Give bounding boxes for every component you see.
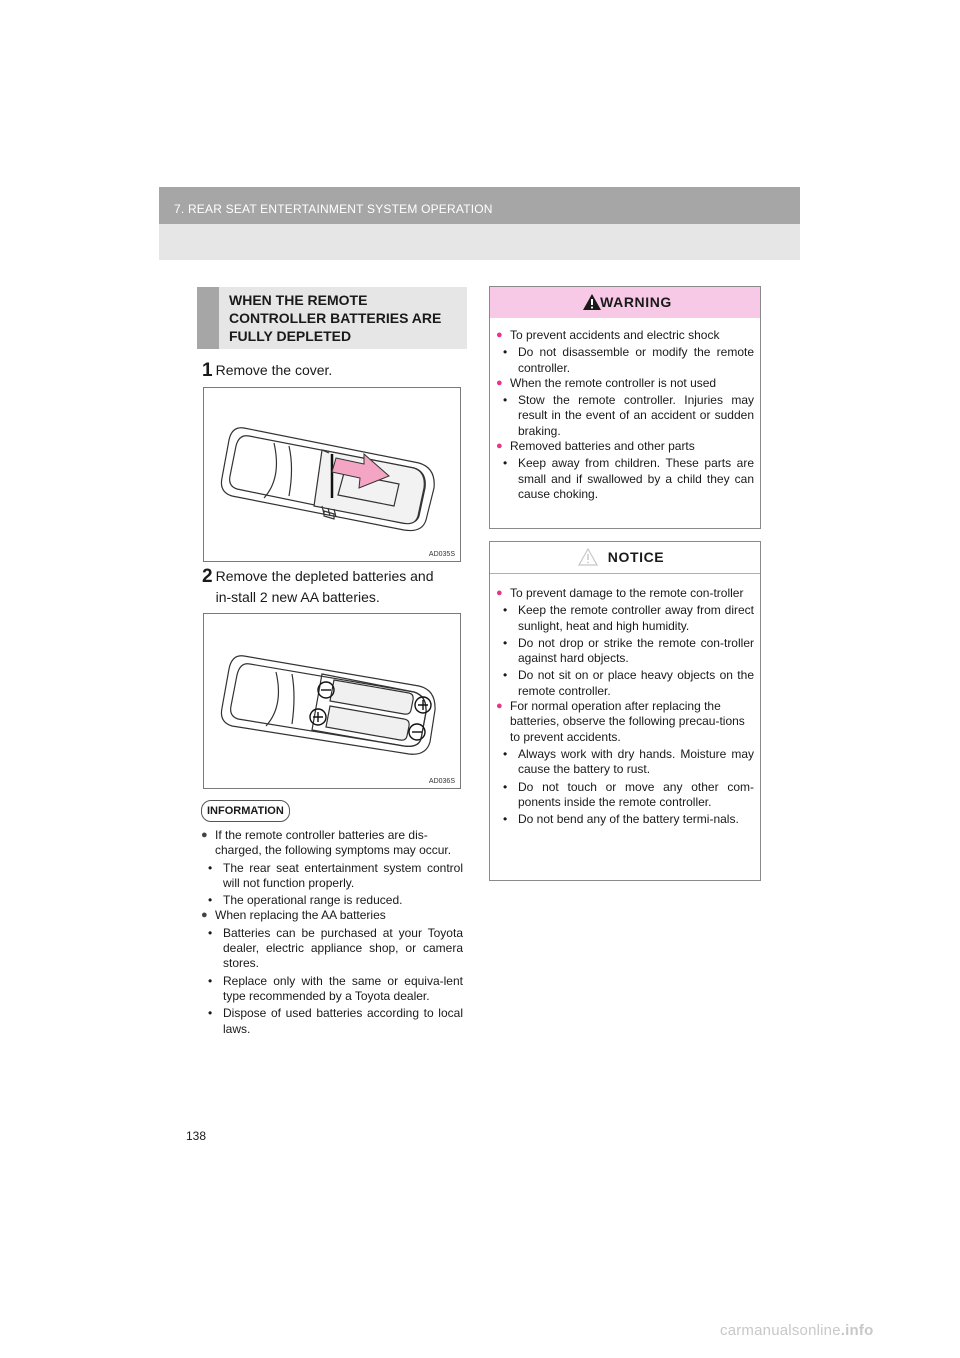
section-heading-bar — [197, 287, 219, 349]
notice-item — [496, 699, 754, 827]
chapter-header-strip — [159, 187, 800, 224]
bullet-dot-icon: ● — [496, 700, 503, 713]
section-heading — [197, 287, 467, 349]
information-sub-text: Replace only with the same or equiva-lent type recommended by a Toyota dealer. — [223, 973, 463, 1003]
site-suffix: .info — [840, 1322, 874, 1339]
information-sub-text: Batteries can be purchased at your Toyota dealer, electric appliance shop, or camera stores. — [223, 925, 463, 971]
figure-code: AD036S — [428, 778, 455, 785]
step-number: 2 — [202, 566, 213, 587]
figure-install-batteries — [203, 613, 461, 789]
notice-item-text: For normal operation after replacing the batteries, observe the following precau-tions to prevent accidents. — [510, 699, 745, 744]
notice-title: NOTICE — [607, 549, 665, 565]
notice-sub-text: Do not drop or strike the remote con-troller against hard objects. — [518, 635, 754, 666]
warning-item — [496, 376, 754, 439]
notice-sub-text: Do not touch or move any other com-ponents inside the remote controller. — [518, 779, 754, 809]
warning-item — [496, 328, 754, 376]
warning-header — [490, 287, 760, 318]
notice-item-text: To prevent damage to the remote con-troller — [510, 586, 744, 600]
bullet-dot-icon: ● — [496, 329, 503, 341]
site-watermark-link[interactable] — [720, 1322, 873, 1339]
information-item — [201, 828, 463, 908]
figure-remove-cover — [203, 387, 461, 562]
page-number: 138 — [186, 1129, 207, 1143]
step-number: 1 — [202, 360, 213, 381]
warning-sub-item: • Stow the remote controller. Injuries may result in the event of an accident or sudden braking. — [503, 393, 754, 438]
bullet-dot-icon: ● — [496, 587, 503, 599]
information-sub-text: Dispose of used batteries according to local laws. — [223, 1006, 463, 1036]
information-sub-item: • Replace only with the same or equiva-lent type recommended by a Toyota dealer. — [208, 973, 463, 1003]
notice-body — [496, 586, 754, 827]
bullet-dot-icon: ● — [496, 440, 503, 453]
battery-compartment-illustration — [204, 614, 460, 788]
warning-sub-item: • Keep away from children. These parts are small and if swallowed by a child they can cause choking. — [503, 456, 754, 501]
warning-item-text: When the remote controller is not used — [510, 375, 717, 390]
remote-cover-illustration — [204, 388, 460, 561]
information-item-text: If the remote controller batteries are dis-charged, the following symptoms may occur. — [215, 828, 452, 858]
section-heading-text: WHEN THE REMOTE CONTROLLER BATTERIES ARE FULLY DEPLETED — [229, 292, 442, 344]
information-sub-text: The rear seat entertainment system control will not function properly. — [223, 860, 463, 890]
figure-code: AD035S — [428, 551, 455, 558]
bullet-dot-icon: ● — [201, 829, 208, 841]
warning-item-text: Removed batteries and other parts — [510, 439, 695, 454]
chapter-title: 7. REAR SEAT ENTERTAINMENT SYSTEM OPERATION — [174, 202, 493, 216]
warning-title: WARNING — [600, 294, 672, 310]
notice-sub-text: Do not bend any of the battery termi-nals. — [518, 812, 739, 827]
notice-sub-item: • Do not sit on or place heavy objects on the remote controller. — [503, 668, 754, 698]
step-1 — [202, 360, 332, 381]
information-sub-text: The operational range is reduced. — [223, 893, 403, 908]
notice-item — [496, 586, 754, 699]
warning-item-text: To prevent accidents and electric shock — [510, 328, 720, 342]
warning-sub-text: Do not disassemble or modify the remote controller. — [518, 345, 754, 375]
warning-item — [496, 439, 754, 502]
information-sub-item: • Batteries can be purchased at your Toyota dealer, electric appliance shop, or camera stores. — [208, 925, 463, 971]
notice-box — [489, 541, 761, 881]
notice-sub-item: • Always work with dry hands. Moisture may cause the battery to rust. — [503, 746, 754, 777]
information-body — [201, 828, 463, 1037]
chapter-header — [159, 187, 800, 260]
notice-sub-item: • Do not bend any of the battery termi-nals. — [503, 812, 739, 827]
warning-sub-item: • Do not disassemble or modify the remote controller. — [503, 345, 754, 375]
warning-box — [489, 286, 761, 529]
step-text: Remove the cover. — [215, 362, 333, 378]
site-prefix: carmanualsonline — [720, 1322, 841, 1339]
notice-sub-item: • Keep the remote controller away from direct sunlight, heat and high humidity. — [503, 603, 754, 633]
warning-sub-text: Keep away from children. These parts are small and if swallowed by a child they can cause choking. — [518, 456, 754, 501]
notice-sub-text: Always work with dry hands. Moisture may cause the battery to rust. — [518, 746, 754, 777]
bullet-dot-icon: ● — [201, 909, 208, 922]
information-sub-item: • The operational range is reduced. — [208, 893, 403, 908]
warning-body — [496, 328, 754, 502]
information-badge: INFORMATION — [201, 800, 290, 822]
information-sub-item: • Dispose of used batteries according to local laws. — [208, 1006, 463, 1036]
information-sub-item: • The rear seat entertainment system control will not function properly. — [208, 860, 463, 890]
notice-header — [490, 542, 760, 574]
warning-sub-text: Stow the remote controller. Injuries may result in the event of an accident or sudden braking. — [518, 393, 754, 438]
notice-sub-item: • Do not touch or move any other com-ponents inside the remote controller. — [503, 779, 754, 809]
information-item-text: When replacing the AA batteries — [215, 908, 386, 923]
step-2 — [202, 566, 462, 608]
information-item — [201, 908, 463, 1036]
notice-sub-text: Do not sit on or place heavy objects on the remote controller. — [518, 668, 754, 698]
step-text: Remove the depleted batteries and in-stall 2 new AA batteries. — [215, 568, 434, 605]
bullet-dot-icon: ● — [496, 376, 503, 389]
notice-sub-text: Keep the remote controller away from direct sunlight, heat and high humidity. — [518, 603, 754, 633]
notice-sub-item: • Do not drop or strike the remote con-troller against hard objects. — [503, 635, 754, 666]
